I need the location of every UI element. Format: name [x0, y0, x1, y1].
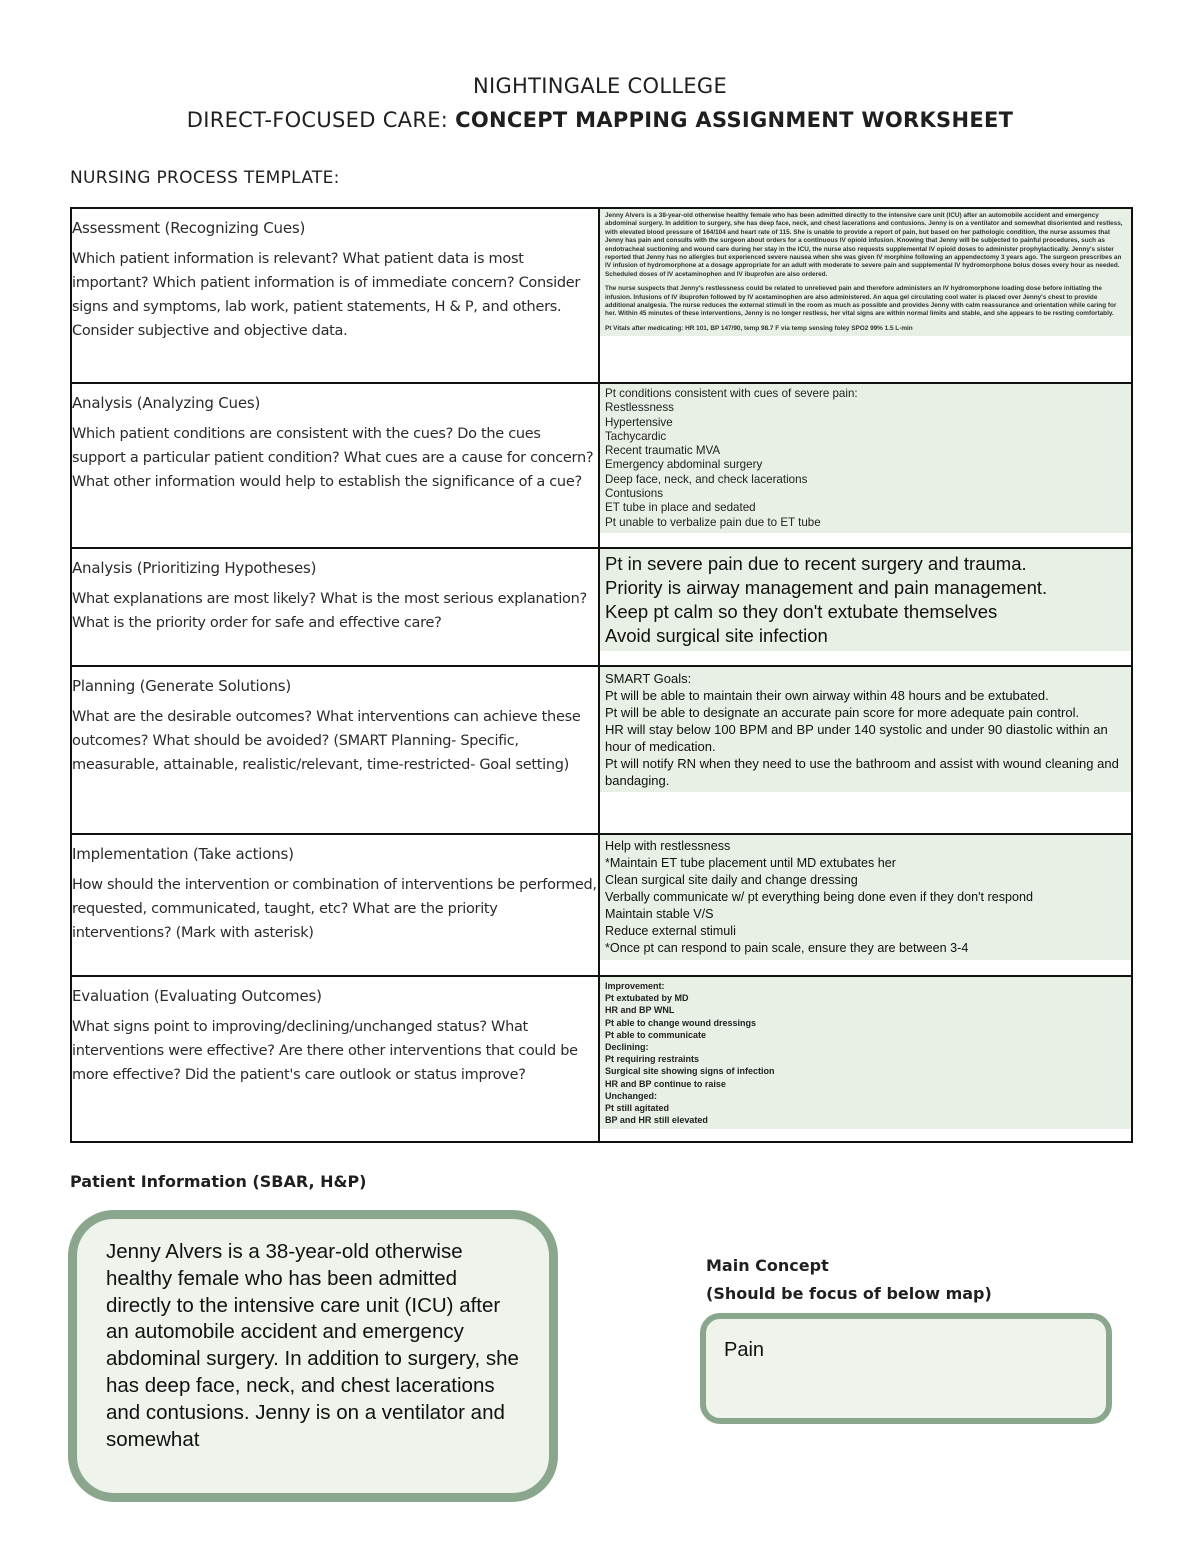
table-row — [71, 208, 1132, 383]
main-concept-box[interactable] — [700, 1313, 1112, 1424]
response-line: Priority is airway management and pain management. — [605, 577, 1048, 598]
row-prompt: How should the intervention or combination of interventions be performed, requested, communicated, taught, etc? What are the priority interventions? (Mark with asterisk) — [72, 877, 597, 941]
response-line: Hypertensive — [605, 415, 673, 429]
row-title: Planning (Generate Solutions) — [72, 677, 292, 695]
response-line: Restlessness — [605, 401, 674, 415]
response-line: Avoid surgical site infection — [605, 625, 828, 646]
response-line: Pt able to communicate — [605, 1029, 707, 1040]
analyzing-cues-response-field[interactable] — [600, 384, 1131, 533]
evaluation-prompt-cell — [71, 976, 599, 1142]
response-line: SMART Goals: — [605, 671, 692, 686]
table-row — [71, 976, 1132, 1142]
response-line: Pt still agitated — [605, 1103, 670, 1114]
response-line: *Maintain ET tube placement until MD extubates her — [605, 856, 896, 870]
response-line: Reduce external stimuli — [605, 924, 736, 938]
row-prompt: What explanations are most likely? What is the most serious explanation? What is the priority order for safe and effective care? — [72, 591, 587, 631]
prioritizing-response-field[interactable] — [600, 549, 1131, 651]
response-line: Recent traumatic MVA — [605, 444, 721, 458]
planning-response-field[interactable] — [600, 667, 1131, 792]
implementation-prompt-cell — [71, 834, 599, 976]
row-prompt: Which patient information is relevant? What patient data is most important? Which patient information is of immediate concern? Consider signs and symptoms, lab work, patient statements, H & P, and others. Consider subjective and objective data. — [72, 251, 581, 339]
table-row — [71, 548, 1132, 666]
row-prompt: What are the desirable outcomes? What interventions can achieve these outcomes? What should be avoided? (SMART Planning- Specific, measurable, attainable, realistic/relevant, time-restricted- Goal setting) — [72, 709, 581, 773]
assessment-response-cell[interactable] — [599, 208, 1132, 383]
table-row — [71, 666, 1132, 834]
response-line: Emergency abdominal surgery — [605, 458, 763, 472]
response-line: Surgical site showing signs of infection — [605, 1066, 775, 1077]
patient-info-text: Jenny Alvers is a 38-year-old otherwise healthy female who has been admitted directly to the intensive care unit (ICU) after an automobile accident and emergency abdominal surgery. In addition to surgery, she has deep face, neck, and chest lacerations and contusions. Jenny is on a ventilator and somewhat — [106, 1240, 519, 1451]
response-line: Unchanged: — [605, 1090, 658, 1101]
worksheet-title-plain: DIRECT-FOCUSED CARE: — [186, 108, 456, 132]
prioritizing-response-cell[interactable] — [599, 548, 1132, 666]
college-title: NIGHTINGALE COLLEGE — [472, 74, 728, 98]
assessment-prompt-cell — [71, 208, 599, 383]
worksheet-title — [0, 108, 1200, 132]
row-title: Analysis (Analyzing Cues) — [72, 394, 261, 412]
template-label: NURSING PROCESS TEMPLATE: — [70, 168, 340, 188]
row-title: Analysis (Prioritizing Hypotheses) — [72, 559, 317, 577]
evaluation-response-field[interactable] — [600, 977, 1131, 1129]
response-line: Declining: — [605, 1042, 649, 1053]
response-line: ET tube in place and sedated — [605, 501, 756, 515]
nursing-process-table — [70, 207, 1133, 1143]
response-line: Verbally communicate w/ pt everything being done even if they don't respond — [605, 890, 1034, 904]
response-line: Contusions — [605, 487, 664, 501]
response-line: Pt able to change wound dressings — [605, 1017, 757, 1028]
row-prompt: What signs point to improving/declining/unchanged status? What interventions were effective? Are there other interventions that could be more effective? Did the patient's care outlook or status improve? — [72, 1019, 578, 1083]
table-row — [71, 834, 1132, 976]
response-line: HR and BP WNL — [605, 1005, 675, 1016]
response-line: Keep pt calm so they don't extubate themselves — [605, 601, 998, 622]
response-line: BP and HR still elevated — [605, 1115, 708, 1126]
analyzing-cues-prompt-cell — [71, 383, 599, 548]
response-line: Improvement: — [605, 981, 665, 991]
response-line: Pt in severe pain due to recent surgery and trauma. — [605, 553, 1027, 574]
planning-response-cell[interactable] — [599, 666, 1132, 834]
response-line: Pt conditions consistent with cues of severe pain: — [605, 387, 858, 400]
response-line: Pt unable to verbalize pain due to ET tube — [605, 515, 821, 529]
row-title: Implementation (Take actions) — [72, 845, 294, 863]
prioritizing-prompt-cell — [71, 548, 599, 666]
row-title: Assessment (Recognizing Cues) — [72, 219, 306, 237]
response-paragraph: Pt Vitals after medicating: HR 101, BP 147/90, temp 98.7 F via temp sensing foley SPO2 99% 1.5 L-min — [605, 324, 913, 332]
main-concept-label: Main Concept — [706, 1256, 829, 1275]
response-line: HR will stay below 100 BPM and BP under 140 systolic and under 90 diastolic within an hour of medication. — [605, 722, 1108, 754]
response-line: Tachycardic — [605, 429, 667, 443]
response-line: Maintain stable V/S — [605, 907, 714, 921]
response-line: Pt extubated by MD — [605, 993, 689, 1004]
main-concept-value: Pain — [724, 1339, 765, 1361]
response-paragraph: Jenny Alvers is a 38-year-old otherwise healthy female who has been admitted directly to the intensive care unit (ICU) after an automobile accident and emergency abdominal surgery. In addition to surgery, she has deep face, neck, and chest lacerations and contusions. Jenny is on a ventilator and somewhat disoriented and restless, with elevated blood pressure of 164/104 and heart rate of 115. She is unable to provide a report of pain, but based on her pathologic condition, the nurse assumes that Jenny has pain and consults with the surgeon about orders for a continuous IV opioid infusion. Knowing that Jenny will be subjected to painful procedures, such as endotracheal suctioning and wound care during her stay in the ICU, the nurse also requests supplemental IV opioid doses to administer prophylactically. Jenny's sister reported that Jenny has no allergies but experienced severe nausea when she was given IV morphine following an appendectomy 3 years ago. The surgeon prescribes an IV infusion of hydromorphone at a dosage appropriate for an adult with moderate to severe pain and supplemental IV hydromorphone bolus doses every hour as needed. Scheduled doses of IV acetaminophen and IV ibuprofen are also ordered. — [605, 212, 1123, 278]
table-row — [71, 383, 1132, 548]
implementation-response-cell[interactable] — [599, 834, 1132, 976]
response-line: *Once pt can respond to pain scale, ensure they are between 3-4 — [605, 941, 969, 955]
response-line: Clean surgical site daily and change dressing — [605, 873, 858, 887]
response-line: Pt requiring restraints — [605, 1054, 700, 1065]
row-prompt: Which patient conditions are consistent with the cues? Do the cues support a particular patient condition? What cues are a cause for concern? What other information would help to establish the significance of a cue? — [72, 426, 594, 490]
response-line: Pt will be able to maintain their own airway within 48 hours and be extubated. — [605, 688, 1049, 703]
response-line: Help with restlessness — [605, 839, 731, 853]
evaluation-response-cell[interactable] — [599, 976, 1132, 1142]
response-line: Pt will be able to designate an accurate pain score for more adequate pain control. — [605, 705, 1080, 720]
response-line: Pt will notify RN when they need to use the bathroom and assist with wound cleaning and bandaging. — [605, 756, 1119, 788]
implementation-response-field[interactable] — [600, 835, 1131, 960]
patient-info-label: Patient Information (SBAR, H&P) — [70, 1172, 367, 1191]
analyzing-cues-response-cell[interactable] — [599, 383, 1132, 548]
row-title: Evaluation (Evaluating Outcomes) — [72, 987, 322, 1005]
planning-prompt-cell — [71, 666, 599, 834]
response-line: Deep face, neck, and check lacerations — [605, 472, 808, 486]
patient-info-bubble[interactable] — [68, 1210, 558, 1502]
main-concept-sublabel: (Should be focus of below map) — [706, 1284, 992, 1303]
assessment-response-field[interactable] — [600, 209, 1131, 336]
response-paragraph: The nurse suspects that Jenny's restlessness could be related to unrelieved pain and therefore administers an IV hydromorphone loading dose before initiating the infusion. Infusions of IV ibuprofen followed by IV acetaminophen are also administered. An aqua gel circulating cool water is placed over Jenny's chest to provide additional analgesia. The nurse reduces the external stimuli in the room as much as possible and provides Jenny with calm reassurance and orientation while caring for her. Within 45 minutes of these interventions, Jenny is no longer restless, her vital signs are within normal limits and stable, and she appears to be resting comfortably. — [605, 285, 1117, 318]
worksheet-title-bold: CONCEPT MAPPING ASSIGNMENT WORKSHEET — [455, 108, 1014, 132]
response-line: HR and BP continue to raise — [605, 1078, 726, 1089]
